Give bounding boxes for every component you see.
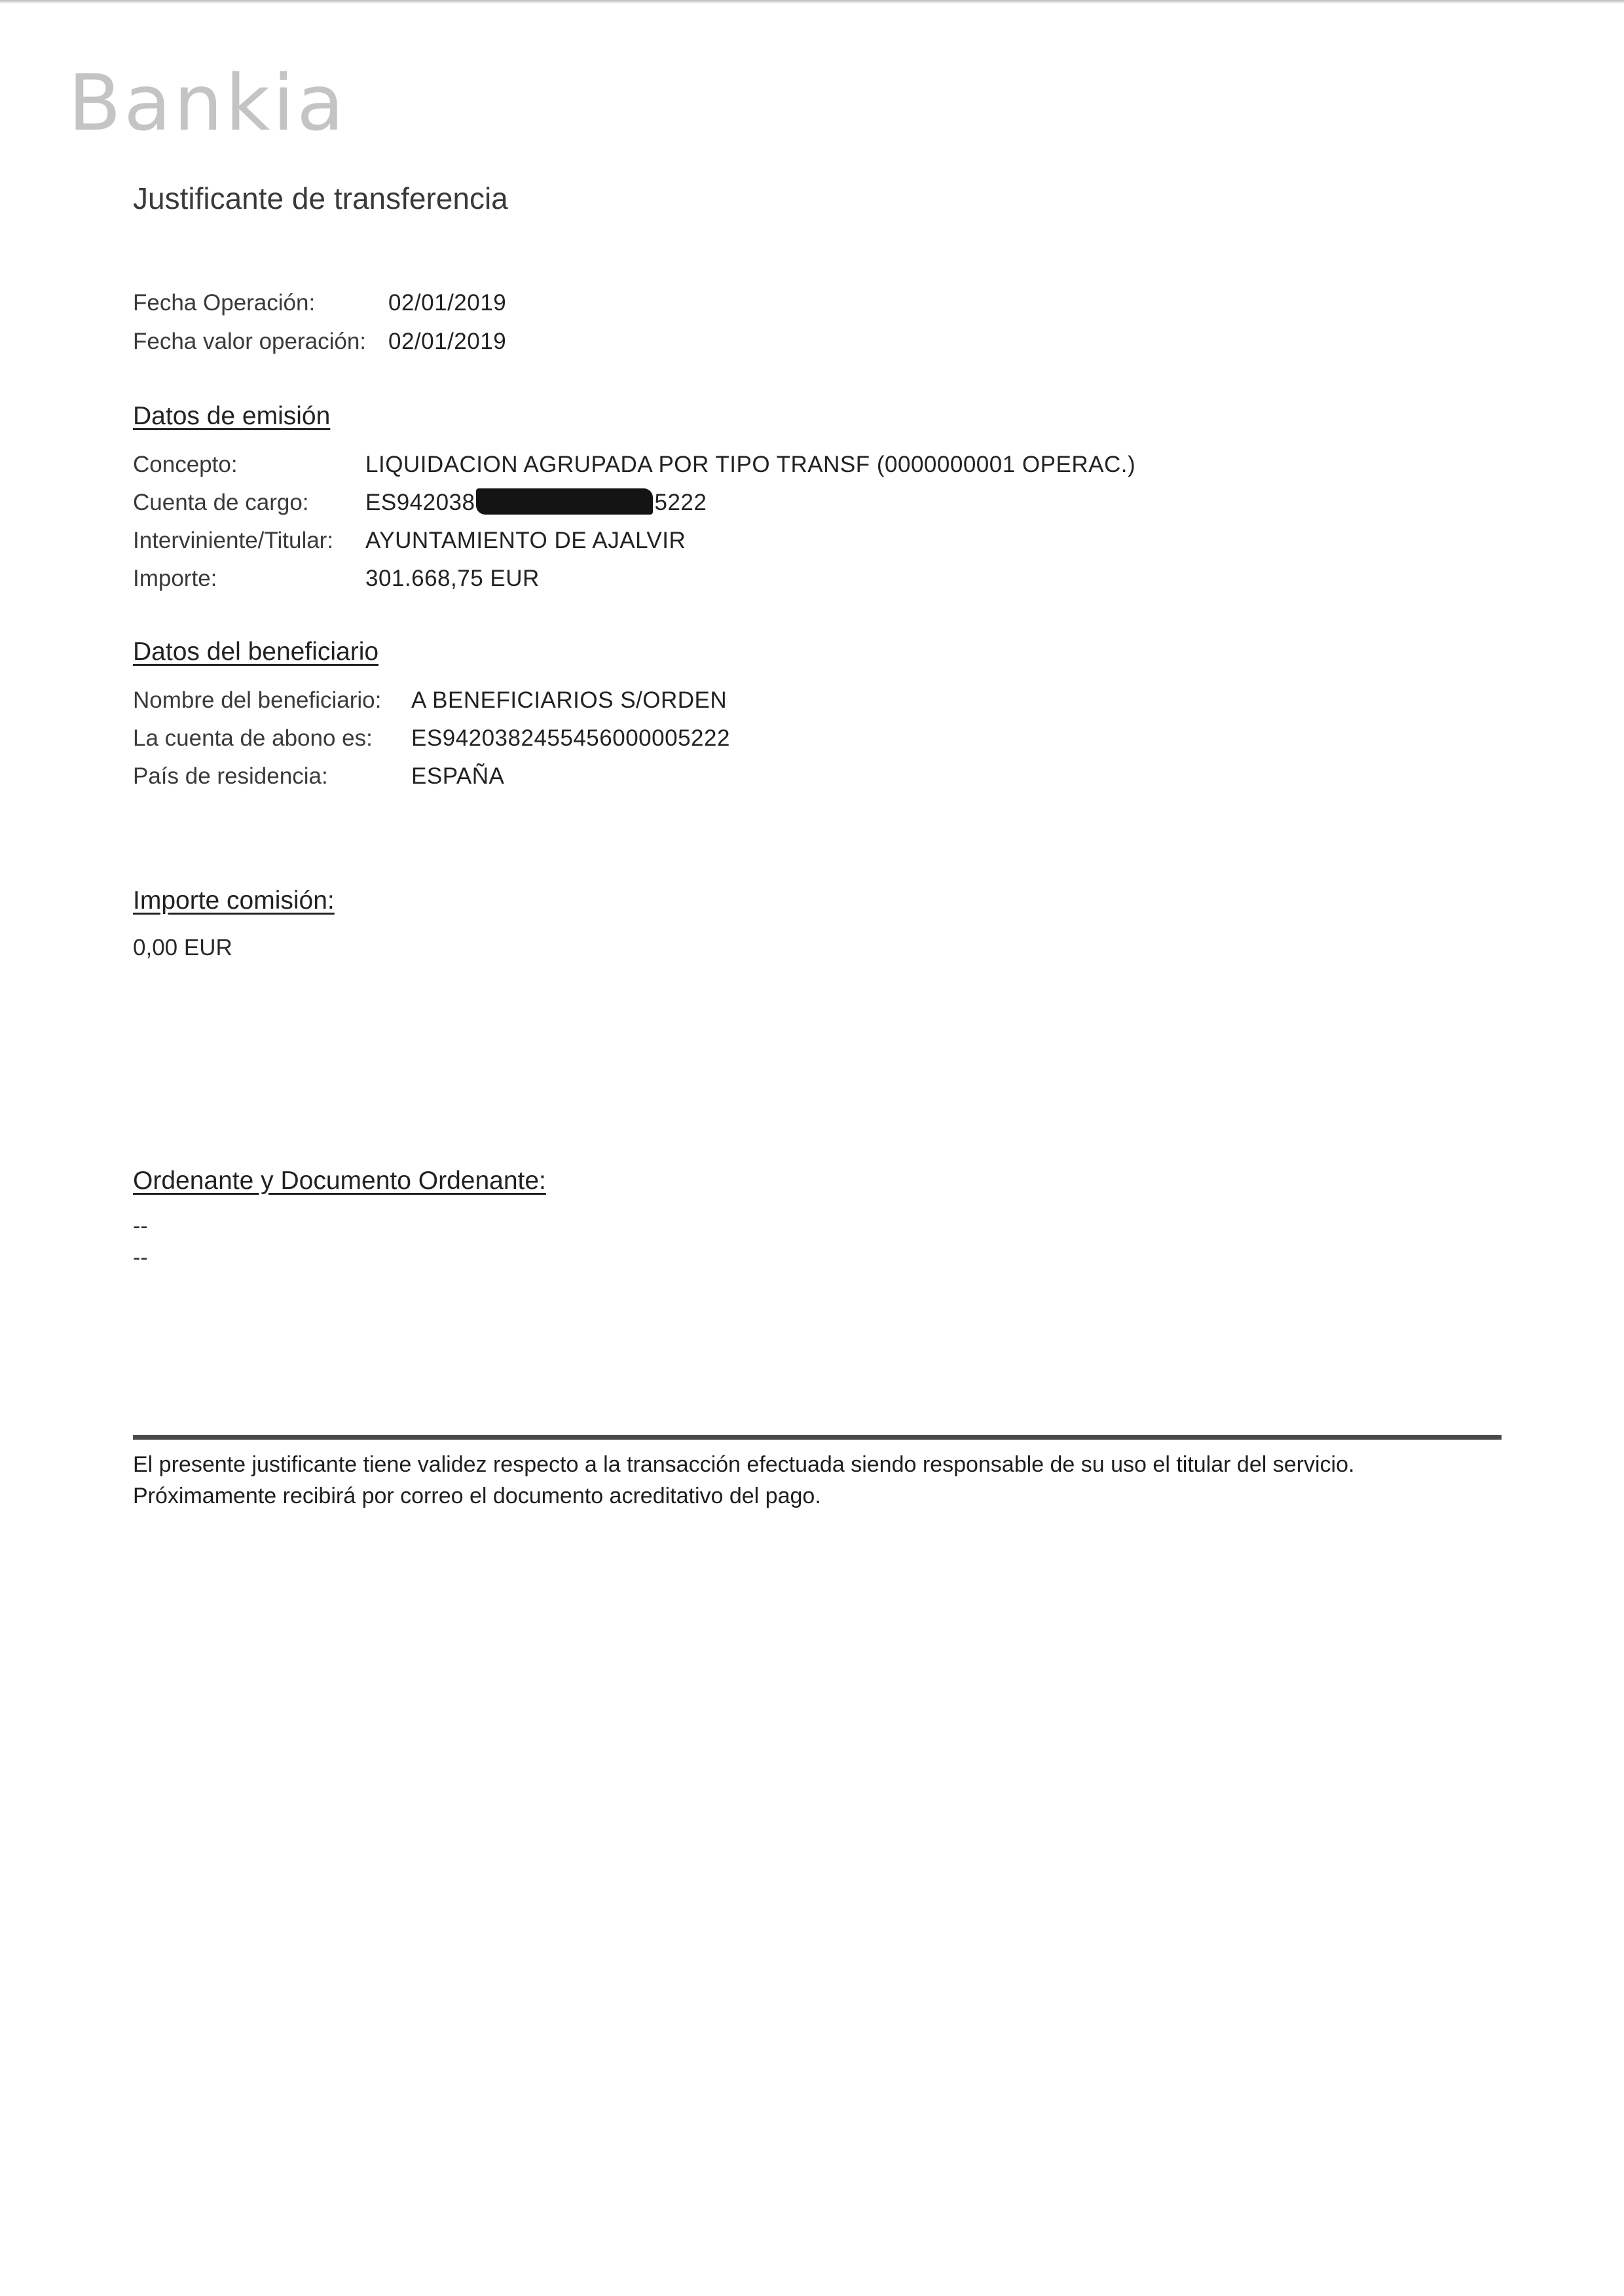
titular-value: AYUNTAMIENTO DE AJALVIR [365,528,686,553]
cuenta-abono-label: La cuenta de abono es: [133,725,373,751]
fecha-operacion-value: 02/01/2019 [388,290,507,316]
importe-comision-value: 0,00 EUR [133,935,232,960]
ordenante-heading: Ordenante y Documento Ordenante: [133,1167,546,1195]
bankia-logo: Bankia [68,58,347,148]
pais-residencia-value: ESPAÑA [411,763,505,789]
pais-residencia-label: País de residencia: [133,763,328,789]
fecha-valor-value: 02/01/2019 [388,329,507,354]
cuenta-cargo-value [365,490,707,516]
documento-ordenante-line: -- [133,1245,148,1270]
importe-value: 301.668,75 EUR [365,566,540,591]
importe-comision-heading: Importe comisión: [133,886,335,915]
scan-edge [0,0,1624,4]
document-title: Justificante de transferencia [133,181,508,215]
titular-label: Interviniente/Titular: [133,528,334,553]
footer-divider [133,1435,1502,1440]
cuenta-cargo-suffix: 5222 [654,490,707,515]
cuenta-abono-value: ES9420382455456000005222 [411,725,730,751]
footer-line-2: Próximamente recibirá por correo el documento acreditativo del pago. [133,1484,821,1508]
datos-emision-heading: Datos de emisión [133,402,331,430]
concepto-value: LIQUIDACION AGRUPADA POR TIPO TRANSF (0000000001 OPERAC.) [365,452,1136,477]
concepto-label: Concepto: [133,452,238,477]
redaction-mark [476,488,653,515]
nombre-beneficiario-label: Nombre del beneficiario: [133,687,382,713]
cuenta-cargo-prefix: ES942038 [365,490,475,515]
ordenante-line: -- [133,1214,148,1239]
nombre-beneficiario-value: A BENEFICIARIOS S/ORDEN [411,687,728,713]
fecha-operacion-label: Fecha Operación: [133,290,316,316]
fecha-valor-label: Fecha valor operación: [133,329,367,354]
cuenta-cargo-label: Cuenta de cargo: [133,490,309,515]
datos-beneficiario-heading: Datos del beneficiario [133,638,379,666]
footer-line-1: El presente justificante tiene validez respecto a la transacción efectuada siendo responsable de su uso el titular del servicio. [133,1452,1355,1477]
importe-label: Importe: [133,566,217,591]
